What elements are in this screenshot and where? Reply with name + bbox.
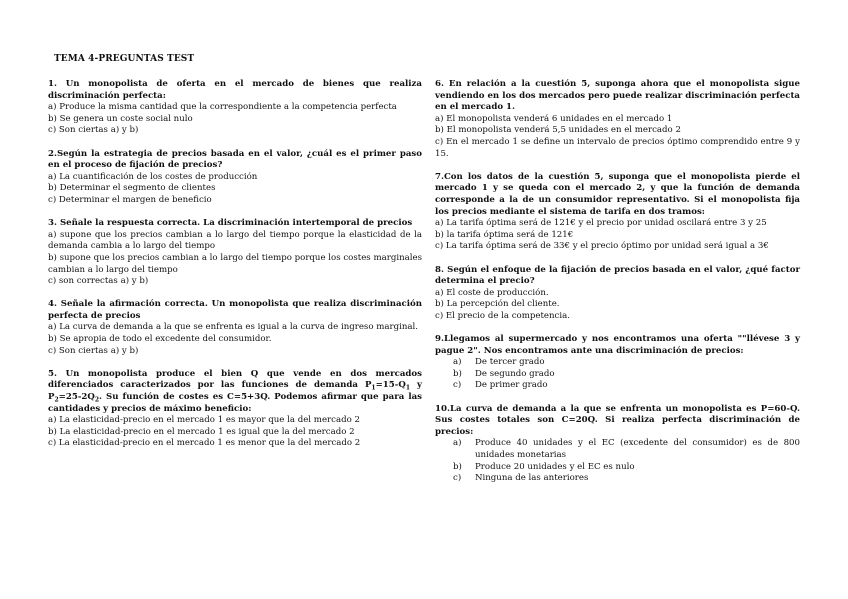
question-3 xyxy=(48,218,422,288)
option-b: b) El monopolista venderá 5,5 unidades en el mercado 2 xyxy=(435,125,681,136)
option-c: c) Determinar el margen de beneficio xyxy=(48,194,212,205)
question-text: 2.Según la estrategia de precios basada en el valor, ¿cuál es el primer paso en el proceso de fijación de precios? xyxy=(48,148,422,171)
option-c: c) La tarifa óptima será de 33€ y el precio óptimo por unidad será igual a 3€ xyxy=(435,241,769,252)
option-label: b) xyxy=(453,368,462,379)
option-b: b) Determinar el segmento de clientes xyxy=(48,183,216,194)
option-b: b) Se apropia de todo el excedente del consumidor. xyxy=(48,334,272,345)
question-text: 7.Con los datos de la cuestión 5, suponga que el monopolista pierde el mercado 1 y se queda con el mercado 2, y que la función de demanda corresponde a la de un consumidor representativo. Si el monopolista fija los precios mediante el sistema de tarifa en dos tramos: xyxy=(435,171,800,217)
option-text: De segundo grado xyxy=(475,368,555,379)
question-text: 9.Llegamos al supermercado y nos encontramos una oferta ""llévese 3 y pague 2". Nos encontramos ante una discriminación de precios: xyxy=(435,334,800,356)
option-b: b) La elasticidad-precio en el mercado 1 es igual que la del mercado 2 xyxy=(48,426,355,437)
option-text: De tercer grado xyxy=(475,357,545,368)
option-text: Produce 20 unidades y el EC es nulo xyxy=(475,461,635,472)
option-a: a) La cuantificación de los costes de producción xyxy=(48,171,258,182)
right-column xyxy=(435,79,800,496)
option-c: c) En el mercado 1 se define un intervalo de precios óptimo comprendido entre 9 y 15. xyxy=(435,136,800,159)
option-c: c) El precio de la competencia. xyxy=(435,310,570,321)
question-text: 3. Señale la respuesta correcta. La discriminación intertemporal de precios xyxy=(48,218,413,229)
option-c: c) Son ciertas a) y b) xyxy=(48,125,139,136)
option-b: b) supone que los precios cambian a lo largo del tiempo porque los costes marginales cambian a lo largo del tiempo xyxy=(48,252,422,275)
option-a: a) El monopolista venderá 6 unidades en el mercado 1 xyxy=(435,113,673,124)
option-c: c) La elasticidad-precio en el mercado 1 es menor que la del mercado 2 xyxy=(48,438,361,449)
option-a: a) La elasticidad-precio en el mercado 1 es mayor que la del mercado 2 xyxy=(48,415,360,426)
question-10 xyxy=(435,404,800,485)
option-a: a) Produce la misma cantidad que la correspondiente a la competencia perfecta xyxy=(48,102,397,113)
option-text: Produce 40 unidades y el EC (excedente del consumidor) es de 800 unidades monetarias xyxy=(475,438,800,460)
question-8 xyxy=(435,265,800,323)
option-label: c) xyxy=(453,473,462,484)
question-text: 8. Según el enfoque de la fijación de precios basada en el valor, ¿qué factor determina el precio? xyxy=(435,264,800,287)
question-text: 4. Señale la afirmación correcta. Un monopolista que realiza discriminación perfecta de precios xyxy=(48,299,422,321)
option-b: b) Se genera un coste social nulo xyxy=(48,113,193,124)
option-label: c) xyxy=(453,380,462,391)
option-b xyxy=(453,462,800,474)
option-a xyxy=(453,357,800,369)
question-5 xyxy=(48,369,422,450)
option-b: b) la tarifa óptima será de 121€ xyxy=(435,229,574,240)
options-list xyxy=(453,438,800,484)
option-c: c) Son ciertas a) y b) xyxy=(48,345,139,356)
question-7 xyxy=(435,172,800,253)
option-c xyxy=(453,380,800,392)
option-b xyxy=(453,369,800,381)
question-text: 5. Un monopolista produce el bien Q que vende en dos mercados diferenciados caracterizados por las funciones de demanda $P_1=15-Q_1$ y $P_2=25-2Q_2$. Su función de costes es C=5+3Q. Podemos afirmar que para las cantidades y precios de máximo beneficio: xyxy=(48,368,422,414)
option-a xyxy=(453,438,800,461)
option-b: b) La percepción del cliente. xyxy=(435,299,560,310)
option-label: a) xyxy=(453,438,462,449)
question-4 xyxy=(48,299,422,357)
question-2 xyxy=(48,149,422,207)
page-title: TEMA 4-PREGUNTAS TEST xyxy=(54,54,195,64)
option-text: Ninguna de las anteriores xyxy=(475,473,589,484)
option-a: a) supone que los precios cambian a lo largo del tiempo porque la elasticidad de la demanda cambia a lo largo del tiempo xyxy=(48,229,422,252)
question-text: 10.La curva de demanda a la que se enfrenta un monopolista es P=60-Q. Sus costes totales son C=20Q. Si realiza perfecta discriminación de precios: xyxy=(435,403,800,437)
option-a: a) La curva de demanda a la que se enfrenta es igual a la curva de ingreso marginal. xyxy=(48,322,419,333)
option-c: c) son correctas a) y b) xyxy=(48,276,149,287)
question-1 xyxy=(48,79,422,137)
options-list xyxy=(453,357,800,392)
option-text: De primer grado xyxy=(475,380,548,391)
option-a: a) La tarifa óptima será de 121€ y el precio por unidad oscilará entre 3 y 25 xyxy=(435,218,767,229)
left-column xyxy=(48,79,422,462)
question-text: 6. En relación a la cuestión 5, suponga ahora que el monopolista sigue vendiendo en los dos mercados pero puede realizar discriminación perfecta en el mercado 1. xyxy=(435,79,800,113)
option-label: a) xyxy=(453,357,462,368)
question-6 xyxy=(435,79,800,160)
question-9 xyxy=(435,334,800,392)
option-label: b) xyxy=(453,461,462,472)
option-c xyxy=(453,473,800,485)
question-text: 1. Un monopolista de oferta en el mercado de bienes que realiza discriminación perfecta: xyxy=(48,79,422,101)
option-a: a) El coste de producción. xyxy=(435,287,549,298)
